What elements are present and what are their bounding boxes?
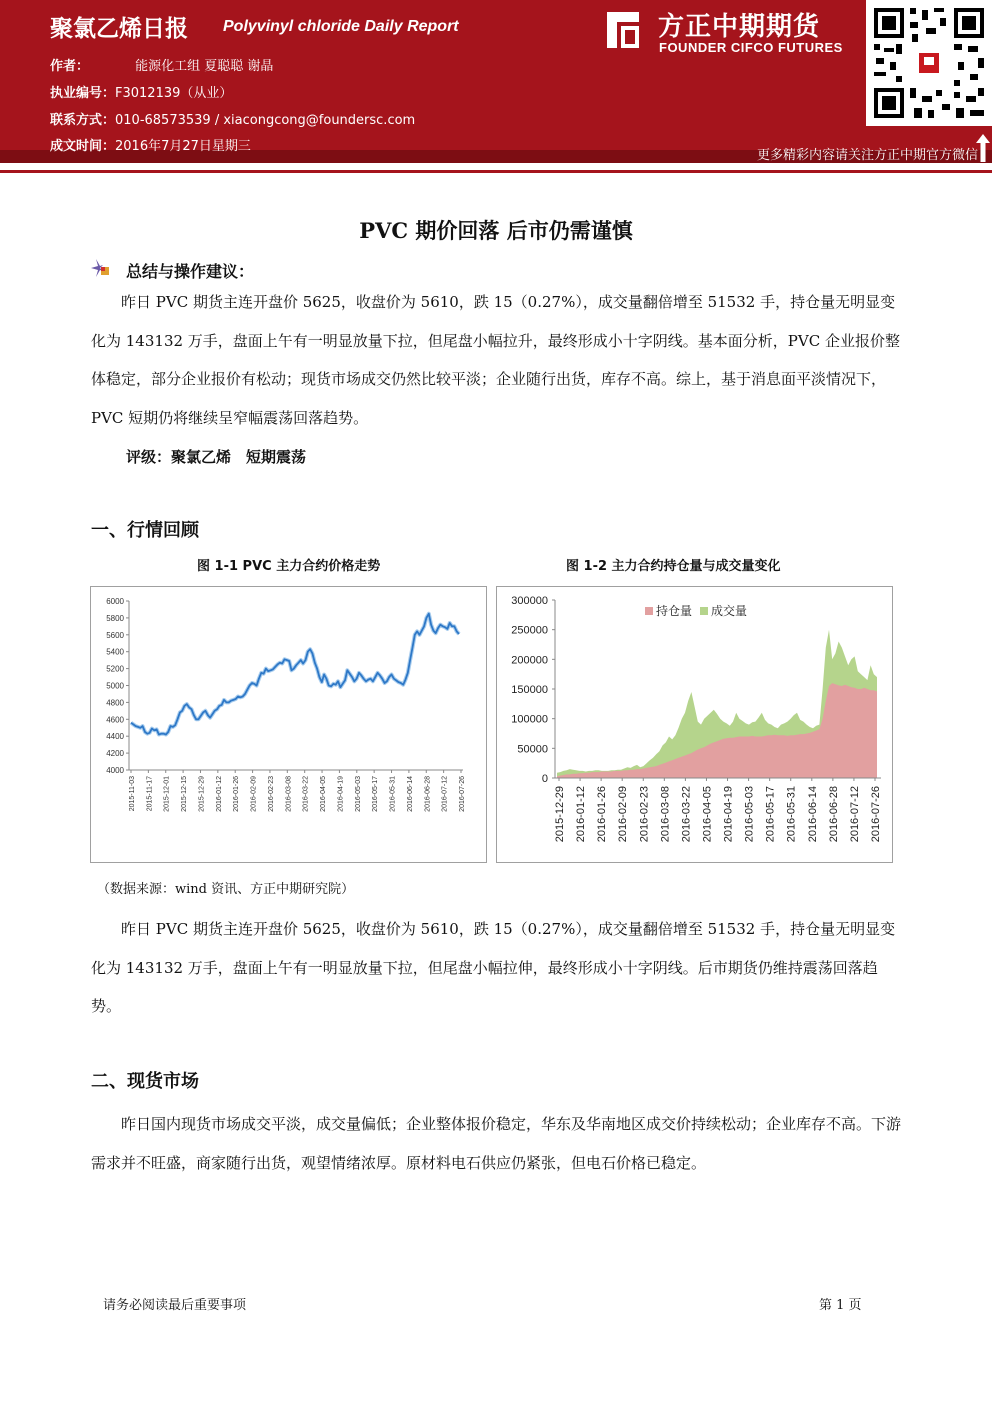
y-tick-label: 4600	[106, 715, 124, 725]
x-tick-label: 2016-07-12	[441, 776, 449, 812]
y-tick-label: 5000	[106, 681, 124, 691]
arrow-up-icon	[976, 134, 990, 162]
y-tick-label: 5400	[106, 647, 124, 657]
position-volume-chart	[497, 587, 892, 862]
y-tick-label: 4000	[106, 766, 124, 775]
x-tick-label: 2016-07-26	[459, 776, 466, 812]
x-tick-label: 2016-02-09	[617, 786, 630, 843]
y-tick-label: 5600	[106, 630, 124, 640]
x-tick-label: 2016-03-22	[302, 776, 310, 812]
x-tick-label: 2016-06-14	[806, 786, 819, 843]
wechat-qr-code[interactable]	[866, 0, 992, 126]
date-label: 成文时间：	[50, 139, 116, 154]
x-tick-label: 2015-11-03	[129, 776, 136, 812]
volume-chart-frame	[496, 586, 893, 863]
date-line	[50, 135, 251, 154]
date-value: 2016年7月27日星期三	[115, 139, 251, 154]
x-tick-label: 2016-07-26	[870, 786, 882, 843]
license-line	[50, 82, 232, 101]
y-tick-label: 4800	[106, 698, 124, 708]
contact-label: 联系方式：	[50, 113, 116, 128]
x-tick-label: 2016-05-31	[785, 786, 798, 843]
x-tick-label: 2015-12-29	[198, 776, 206, 812]
data-source-note: （数据来源：wind 资讯、方正中期研究院）	[97, 882, 355, 897]
legend-label-volume: 成交量	[711, 604, 748, 618]
x-tick-label: 2016-05-03	[354, 776, 362, 812]
wechat-follow-note: 更多精彩内容请关注方正中期官方微信	[756, 148, 978, 163]
x-tick-label: 2016-03-08	[285, 776, 293, 812]
x-tick-label: 2016-01-26	[233, 776, 241, 812]
x-tick-label: 2016-04-05	[701, 786, 714, 843]
y-tick-label: 0	[541, 773, 548, 785]
y-tick-label: 250000	[511, 624, 548, 637]
x-tick-label: 2016-01-26	[596, 786, 609, 843]
page-title: PVC 期价回落 后市仍需谨慎	[359, 218, 633, 243]
x-tick-label: 2015-12-29	[554, 786, 566, 843]
x-tick-label: 2016-06-28	[424, 776, 432, 812]
x-tick-label: 2016-05-31	[389, 776, 397, 812]
x-tick-label: 2015-11-17	[146, 776, 154, 812]
x-tick-label: 2016-05-03	[743, 786, 756, 843]
x-tick-label: 2016-03-22	[680, 786, 693, 843]
y-tick-label: 50000	[517, 743, 548, 756]
y-tick-label: 5800	[106, 613, 124, 623]
contact-value: 010-68573539 / xiacongcong@foundersc.com	[115, 113, 416, 128]
legend-swatch-volume	[700, 607, 708, 615]
x-tick-label: 2016-01-12	[575, 786, 588, 843]
x-tick-label: 2016-06-28	[827, 786, 840, 843]
x-tick-label: 2016-02-23	[267, 776, 275, 812]
fig1-caption: 图 1-1 PVC 主力合约价格走势	[197, 559, 381, 574]
y-tick-label: 300000	[511, 595, 548, 607]
price-line-glow	[131, 614, 459, 735]
bullet-icon	[90, 258, 110, 278]
x-tick-label: 2016-03-08	[659, 786, 672, 843]
x-tick-label: 2016-04-19	[722, 786, 735, 843]
x-tick-label: 2016-07-12	[848, 786, 861, 843]
author-label: 作者：	[50, 59, 90, 74]
y-tick-label: 200000	[511, 654, 548, 667]
report-title-cn: 聚氯乙烯日报	[50, 16, 188, 42]
price-chart-frame	[90, 586, 487, 863]
x-tick-label: 2015-12-15	[181, 776, 189, 812]
rating-line: 评级：聚氯乙烯 短期震荡	[126, 448, 307, 466]
y-tick-label: 5200	[106, 664, 124, 674]
section1-paragraph: 昨日 PVC 期货主连开盘价 5625，收盘价为 5610，跌 15（0.27%），成交量翻倍增至 51532 手，持仓量无明显变化为 143132 万手，盘面上午有一明显放量下拉，但尾盘小幅拉伸，最终形成小十字阴线。后市期货仍维持震荡回落趋势。	[91, 920, 896, 1015]
section2-heading: 二、现货市场	[91, 1071, 199, 1092]
section2-paragraph: 昨日国内现货市场成交平淡，成交量偏低；企业整体报价稳定，华东及华南地区成交价持续松动；企业库存不高。下游需求并不旺盛，商家随行出货，观望情绪浓厚。原材料电石供应仍紧张，但电石价格已稳定。	[91, 1115, 902, 1172]
summary-paragraph: 昨日 PVC 期货主连开盘价 5625，收盘价为 5610，跌 15（0.27%），成交量翻倍增至 51532 手，持仓量无明显变化为 143132 万手，盘面上午有一明显放量下拉，但尾盘小幅拉升，最终形成小十字阴线。基本面分析，PVC 企业报价整体稳定，部分企业报价有松动；现货市场成交仍然比较平淡；企业随行出货，库存不高。综上，基于消息面平淡情况下，PVC 短期仍将继续呈窄幅震荡回落趋势。	[91, 293, 900, 427]
company-name-en: FOUNDER CIFCO FUTURES	[659, 40, 843, 55]
x-tick-label: 2016-04-19	[337, 776, 345, 812]
legend-label-position: 持仓量	[656, 604, 693, 618]
license-value: F3012139（从业）	[115, 86, 233, 101]
author-value: 能源化工组 夏聪聪 谢晶	[135, 59, 274, 74]
x-tick-label: 2016-05-17	[372, 776, 380, 812]
license-label: 执业编号：	[50, 86, 116, 101]
page-number: 第 1 页	[819, 1298, 862, 1313]
y-tick-label: 100000	[511, 713, 548, 726]
section1-heading: 一、行情回顾	[91, 520, 199, 541]
legend-swatch-position	[645, 607, 653, 615]
x-tick-label: 2016-04-05	[320, 776, 328, 812]
x-tick-label: 2016-02-09	[250, 776, 258, 812]
founder-logo-icon	[603, 8, 643, 52]
y-tick-label: 6000	[106, 597, 124, 606]
author-line	[50, 55, 273, 74]
footer-notice: 请务必阅读最后重要事项	[103, 1298, 247, 1313]
summary-heading: 总结与操作建议：	[126, 262, 255, 281]
x-tick-label: 2016-02-23	[638, 786, 651, 843]
company-name-cn: 方正中期期货	[658, 12, 821, 42]
header-divider	[0, 170, 992, 173]
x-tick-label: 2015-12-01	[163, 776, 171, 812]
fig2-caption: 图 1-2 主力合约持仓量与成交量变化	[566, 559, 781, 574]
y-tick-label: 4400	[106, 732, 124, 742]
y-tick-label: 4200	[106, 749, 124, 759]
x-tick-label: 2016-05-17	[764, 786, 777, 843]
contact-line	[50, 109, 415, 128]
x-tick-label: 2016-01-12	[215, 776, 223, 812]
price-trend-chart	[91, 587, 486, 862]
x-tick-label: 2016-06-14	[406, 776, 414, 812]
report-title-en: Polyvinyl chloride Daily Report	[223, 18, 459, 35]
y-tick-label: 150000	[511, 684, 548, 696]
